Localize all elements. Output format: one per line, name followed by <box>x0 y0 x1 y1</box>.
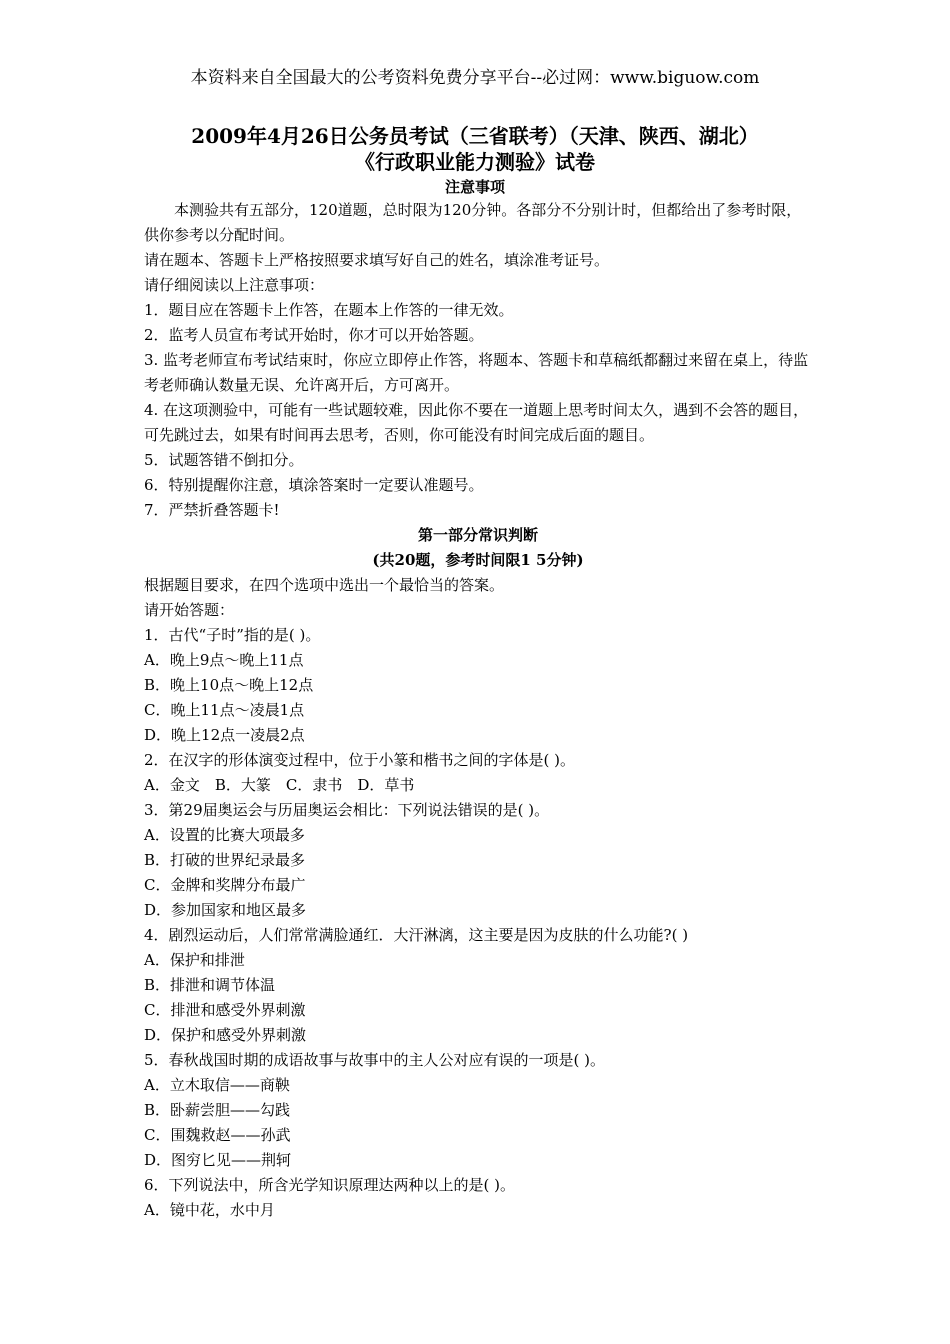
question-6: 6．下列说法中，所含光学知识原理达两种以上的是( )。 <box>144 1176 516 1194</box>
document-body <box>144 198 812 1223</box>
option-line: B．晚上10点～晚上12点 <box>144 676 314 694</box>
exam-title-line1: 2009年4月26日公务员考试（三省联考）（天津、陕西、湖北） <box>191 124 759 148</box>
part1-subtitle: (共20题，参考时间限1 5分钟) <box>372 551 584 569</box>
notice-item: 7．严禁折叠答题卡! <box>144 501 280 519</box>
option-line: A．立木取信——商鞅 <box>144 1076 290 1094</box>
question-3: 3．第29届奥运会与历届奥运会相比：下列说法错误的是( )。 <box>144 801 550 819</box>
notice-intro: 本测验共有五部分，120道题，总时限为120分钟。各部分不分别计时，但都给出了参考时限，供你参考以分配时间。 <box>144 201 802 244</box>
option-line: A．保护和排泄 <box>144 951 245 969</box>
notice-item: 2．监考人员宣布考试开始时，你才可以开始答题。 <box>144 326 484 344</box>
question-1: 1．古代“子时”指的是( )。 <box>144 626 321 644</box>
option-line: C．围魏救赵——孙武 <box>144 1126 291 1144</box>
option-line: A．设置的比赛大项最多 <box>144 826 305 844</box>
notice-item: 3. 监考老师宣布考试结束时，你应立即停止作答，将题本、答题卡和草稿纸都翻过来留在桌上，待监考老师确认数量无误、允许离开后，方可离开。 <box>144 351 809 394</box>
notice-item: 6．特别提醒你注意，填涂答案时一定要认准题号。 <box>144 476 484 494</box>
notice-fill-in: 请在题本、答题卡上严格按照要求填写好自己的姓名，填涂准考证号。 <box>144 251 610 269</box>
question-5: 5．春秋战国时期的成语故事与故事中的主人公对应有误的一项是( )。 <box>144 1051 606 1069</box>
source-header: 本资料来自全国最大的公考资料免费分享平台--必过网：www.biguow.com <box>190 68 760 88</box>
option-line: D．晚上12点一凌晨2点 <box>144 726 305 744</box>
option-line: D．参加国家和地区最多 <box>144 901 307 919</box>
notice-item: 1．题目应在答题卡上作答，在题本上作答的一律无效。 <box>144 301 514 319</box>
question-2: 2．在汉字的形体演变过程中，位于小篆和楷书之间的字体是( )。 <box>144 751 576 769</box>
option-line: C．排泄和感受外界刺激 <box>144 1001 306 1019</box>
option-line: C．金牌和奖牌分布最广 <box>144 876 306 894</box>
notice-read-carefully: 请仔细阅读以上注意事项： <box>144 276 325 294</box>
option-line: B．排泄和调节体温 <box>144 976 276 994</box>
option-line: A．镜中花，水中月 <box>144 1201 275 1219</box>
part1-title: 第一部分常识判断 <box>417 526 538 544</box>
option-line: B．卧薪尝胆——勾践 <box>144 1101 291 1119</box>
notice-item: 4. 在这项测验中，可能有一些试题较难，因此你不要在一道题上思考时间太久，遇到不会答的题目，可先跳过去，如果有时间再去思考，否则，你可能没有时间完成后面的题目。 <box>144 401 809 444</box>
option-line: D．保护和感受外界刺激 <box>144 1026 307 1044</box>
notice-item: 5．试题答错不倒扣分。 <box>144 451 304 469</box>
part1-instruction: 根据题目要求，在四个选项中选出一个最恰当的答案。 <box>144 576 505 594</box>
option-line: B．打破的世界纪录最多 <box>144 851 306 869</box>
question-4: 4．剧烈运动后，人们常常满脸通红．大汗淋漓，这主要是因为皮肤的什么功能?( ) <box>144 926 689 944</box>
exam-title-line2: 《行政职业能力测验》试卷 <box>355 150 595 174</box>
option-line: C．晚上11点～凌晨1点 <box>144 701 305 719</box>
option-line: A．晚上9点～晚上11点 <box>144 651 304 669</box>
notice-heading: 注意事项 <box>444 178 505 196</box>
option-line: A．金文 B．大篆 C．隶书 D．草书 <box>144 776 415 794</box>
part1-start: 请开始答题： <box>144 601 235 619</box>
option-line: D．图穷匕见——荆轲 <box>144 1151 292 1169</box>
